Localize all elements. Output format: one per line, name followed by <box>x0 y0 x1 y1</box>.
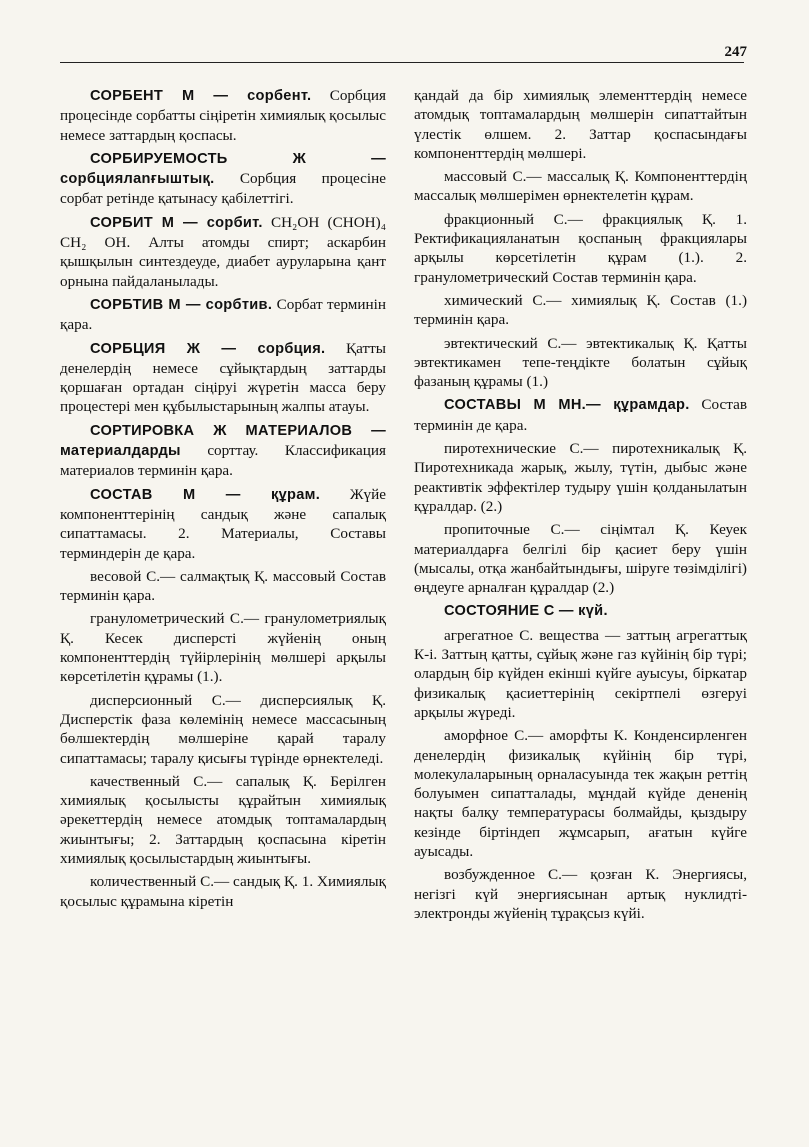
header-rule <box>60 62 744 63</box>
dictionary-entry <box>60 772 386 868</box>
entry-headword: СОРБИРУЕМОСТЬ Ж — сорбциялanғыштық. <box>60 150 386 188</box>
dictionary-entry <box>60 295 386 335</box>
entry-text: гранулометрический С.— гранулометриялық Қ. Кесек дисперсті жүйенің оның компоненттердің түйірлерінің мөлшері арқылы көрсетілетін құрамы (1.). <box>60 610 386 686</box>
dictionary-entry <box>414 395 747 435</box>
entry-text: возбужденное С.— қозған К. Энергиясы, негізгі күй энергиясынан артық нуклидті-электронды жүйенің тұрақсыз күйі. <box>414 866 747 922</box>
entry-headword: СОРТИРОВКА Ж МАТЕРИАЛОВ — материалдарды <box>60 422 386 460</box>
entry-headword: СОСТАВ М — құрам. <box>90 486 321 503</box>
entry-text: химический С.— химиялық Қ. Состав (1.) терминін қара. <box>414 291 747 329</box>
entry-text: қандай да бір химиялық элементтердің немесе атомдық топтамалардың мөлшерін сипаттайтын үлестік өлшем. 2. Заттар қоспасындағы компоненттердің мөлшері. <box>414 87 747 162</box>
dictionary-entry <box>60 485 386 563</box>
entry-text: эвтектический С.— эвтектикалық Қ. Қатты эвтектикамен тепе-теңдікте болатын сұйық фазаның құрамы (1.) <box>414 334 747 391</box>
dictionary-entry <box>414 726 747 861</box>
dictionary-entry <box>414 626 747 722</box>
entry-text: качественный С.— сапалық Қ. Берілген химиялық қосылысты құрайтын химиялық әрекеттердің немесе атомдық топтамалардың жиынтығы; 2. Заттардың қоспасына кіретін химиялық қосылыстардың жиынтығы. <box>60 772 386 867</box>
entry-text: массовый С.— массалық Қ. Компоненттердің массалық мөлшерімен өрнектелетін құрам. <box>414 168 747 205</box>
dictionary-entry <box>414 291 747 330</box>
entry-text: весовой С.— салмақтық Қ. массовый Состав терминін қара. <box>60 567 386 605</box>
entry-headword: СОСТОЯНИЕ С — күй. <box>444 603 608 620</box>
dictionary-entry <box>60 213 386 291</box>
dictionary-entry <box>414 334 747 392</box>
entry-text: CH₂OH (CHOH)₄ CH₂ OH. Алты атомды спирт; аскарбин қышқылын синтездеуде, диабет ауруларына қант орнына пайдаланылады. <box>60 213 386 290</box>
dictionary-entry <box>414 520 747 597</box>
entry-text: сорттау. Классификация материалов терминін қара. <box>60 442 386 480</box>
entry-text: дисперсионный С.— дисперсиялық Қ. Дисперстік фаза көлемінің немесе массасының бөлшектердің мөлшеріне қарай таралу сипаттамасы; таралу қисығы түрінде өрнектеледі. <box>60 691 386 767</box>
dictionary-entry <box>60 567 386 606</box>
dictionary-entry <box>60 691 386 768</box>
page-number: 247 <box>724 44 747 60</box>
entry-text: Сорбция процесінде сорбатты сіңіретін химиялық қосылыс немесе заттардың қоспасы. <box>60 87 386 144</box>
dictionary-entry <box>60 872 386 911</box>
entry-text: количественный С.— сандық Қ. 1. Химиялық қосылыс құрамына кіретін <box>60 873 386 910</box>
entry-text: Сорбат терминін қара. <box>60 295 386 334</box>
entry-text: Сорбция процесіне сорбат ретінде қатынасу қабілеттігі. <box>60 170 386 208</box>
dictionary-entry <box>60 609 386 686</box>
entry-text: Жүйе компоненттерінің сандық және сапалық сипаттамасы. 2. Материалы, Составы терминдерін де қара. <box>60 485 386 562</box>
right-column <box>414 86 747 927</box>
entry-headword: СОРБТИВ М — сорбтив. <box>90 296 273 313</box>
entry-text: Қатты денелердің немесе сұйықтардың заттарды қоршаған ортадан сіңіруі жүретін масса беру процестері мен құбылыстарының жалпы атауы. <box>60 339 386 416</box>
entry-text: фракционный С.— фракциялық Қ. 1. Ректификацияланатын қоспаның фракциялары арқылы көрсетілетін құрам (1.). 2. гранулометрический Состав терминін қара. <box>414 210 747 286</box>
dictionary-entry <box>60 421 386 481</box>
left-column <box>60 86 386 915</box>
dictionary-entry <box>414 865 747 923</box>
entry-text: агрегатное С. вещества — заттың агрегаттық К-і. Заттың қатты, сұйық және газ күйінің бір түрі; олардың бір күйден екінші күйге ауысуы, біркатар физикалық қасиеттерінің секіртпелі өзгеруі арқылы жүреді. <box>414 626 747 721</box>
dictionary-entry <box>60 86 386 145</box>
entry-text: Состав терминін де қара. <box>414 396 747 434</box>
entry-text: пиротехнические С.— пиротехникалық Қ. Пиротехникада жарық, жылу, түтін, дыбыс және реактивтік эффектілер тудыру үшін қолданылатын құралдар. (2.) <box>414 440 747 515</box>
entry-headword: СОСТАВЫ М МН.— құрамдар. <box>444 397 690 414</box>
dictionary-entry <box>60 149 386 209</box>
dictionary-entry <box>414 210 747 287</box>
entry-text: аморфное С.— аморфты К. Конденсирленген денелердің физикалық күйінің бір түрі, молекулаларының орналасуында тек жақын реттің болуымен сипатталады, мұндай күйде дененің нақты балқу температурасы болмайды, қыздыру кезінде біртіндеп жұмсарып, ағатын күйге ауысады. <box>414 727 747 860</box>
dictionary-entry <box>414 601 747 621</box>
dictionary-entry <box>414 86 747 163</box>
entry-headword: СОРБЕНТ М — сорбент. <box>90 88 312 104</box>
dictionary-entry <box>60 339 386 417</box>
entry-headword: СОРБИТ М — сорбит. <box>90 214 263 231</box>
entry-headword: СОРБЦИЯ Ж — сорбция. <box>90 340 326 357</box>
entry-text: пропиточные С.— сіңімтал Қ. Кеуек материалдарға белгілі бір қасиет беру үшін (мысалы, отқа жанбайтындығы, шіруге төзімділігі) өңдеуге арналған құралдар (2.) <box>414 521 747 597</box>
dictionary-entry <box>414 439 747 516</box>
dictionary-entry <box>414 167 747 206</box>
